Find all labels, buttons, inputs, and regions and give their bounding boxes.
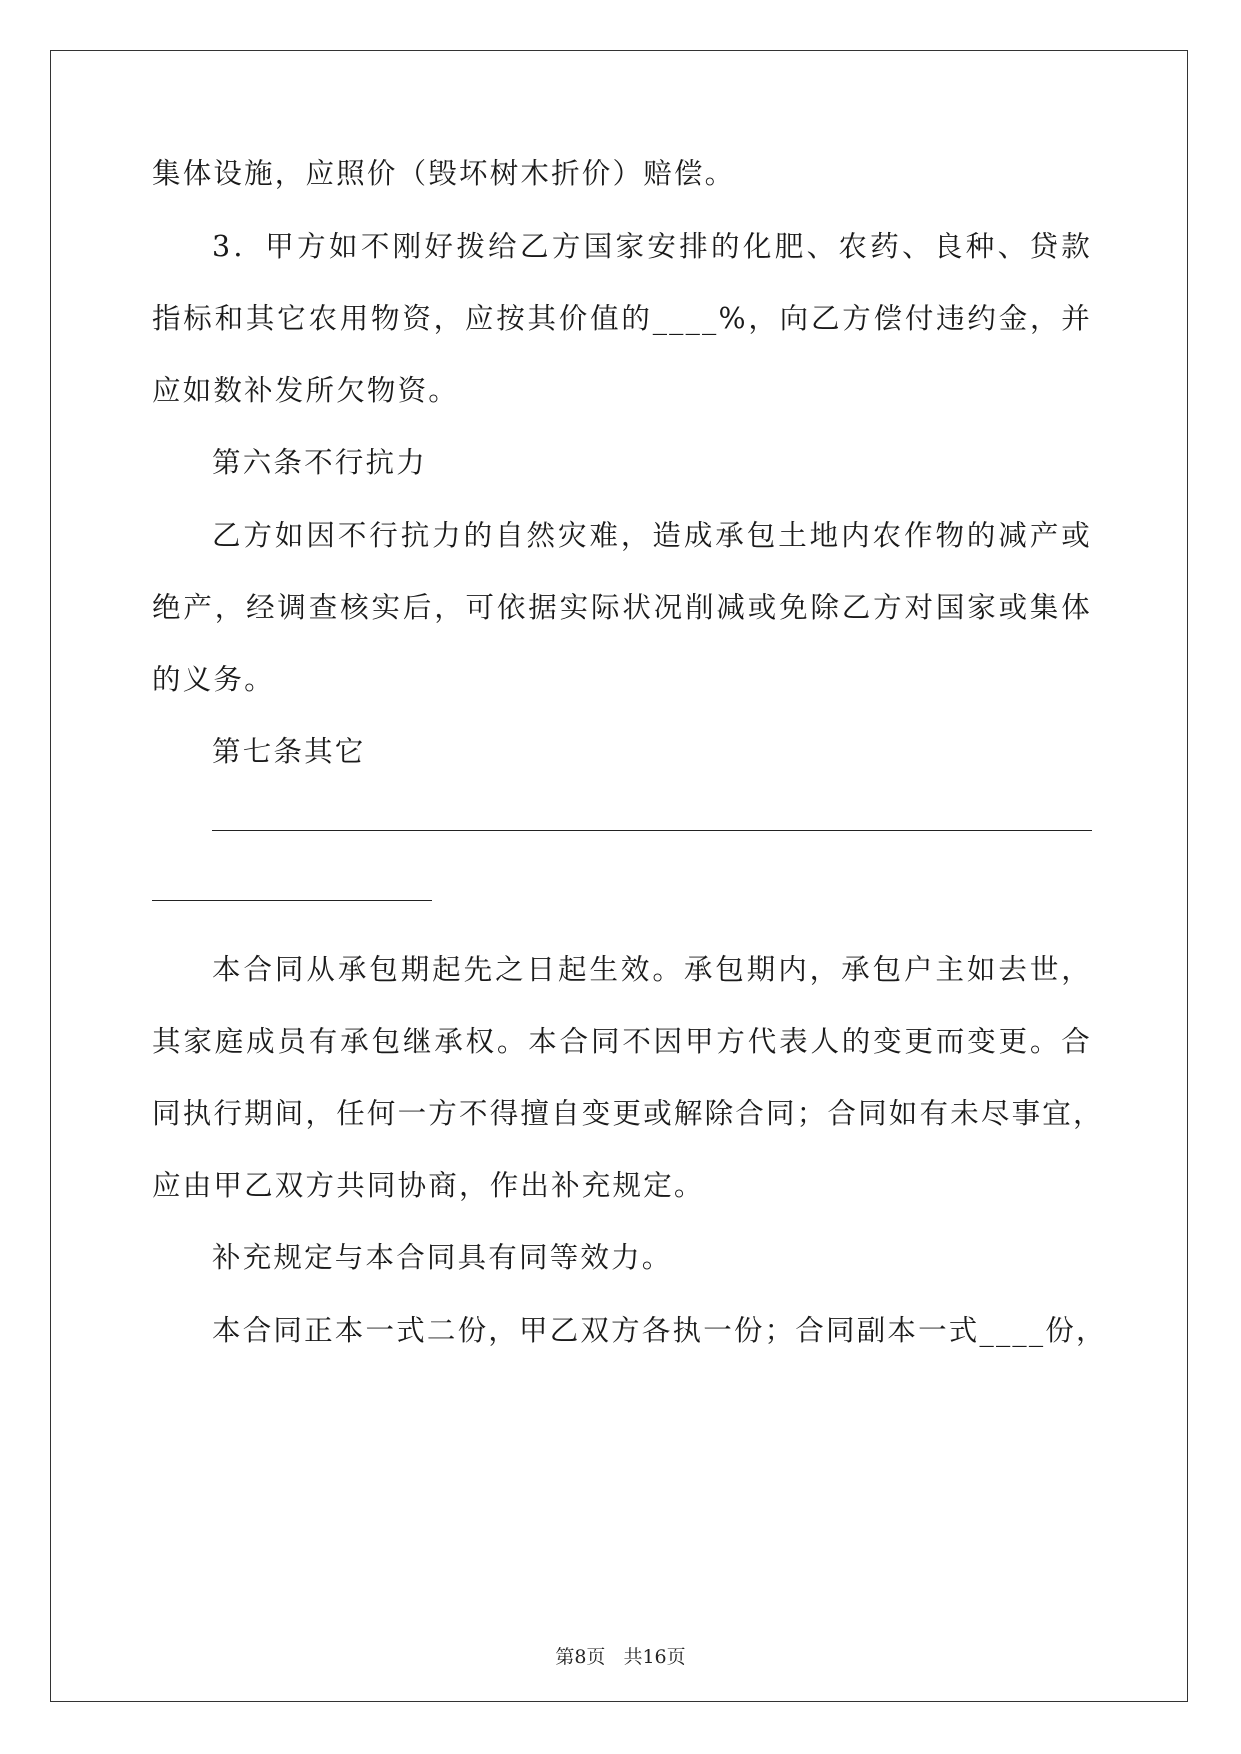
- section-heading: 第七条其它: [212, 735, 366, 768]
- paragraph-line: 3．甲方如不刚好拨给乙方国家安排的化肥、农药、良种、贷款: [212, 230, 1092, 263]
- section-heading: 第六条不行抗力: [212, 446, 427, 479]
- paragraph-line: 乙方如因不行抗力的自然灾难，造成承包土地内农作物的减产或: [212, 519, 1092, 552]
- paragraph-line: 的义务。: [152, 663, 275, 696]
- paragraph-line: 绝产，经调查核实后，可依据实际状况削减或免除乙方对国家或集体: [152, 591, 1092, 624]
- paragraph-line: 应由甲乙双方共同协商，作出补充规定。: [152, 1169, 705, 1202]
- paragraph-line: 指标和其它农用物资，应按其价值的____%，向乙方偿付违约金，并: [152, 302, 1092, 335]
- paragraph-line: 其家庭成员有承包继承权。本合同不因甲方代表人的变更而变更。合: [152, 1025, 1092, 1058]
- current-page-label: 第8页: [555, 1646, 606, 1668]
- paragraph-line: 同执行期间，任何一方不得擅自变更或解除合同；合同如有未尽事宜，: [152, 1097, 1104, 1130]
- paragraph-line: 应如数补发所欠物资。: [152, 374, 460, 407]
- fill-in-blank-line: [152, 900, 432, 901]
- total-pages-label: 共16页: [623, 1646, 686, 1668]
- fill-in-blank-line: [212, 830, 1092, 831]
- paragraph-line: 补充规定与本合同具有同等效力。: [212, 1241, 673, 1274]
- page-number-footer: [0, 1645, 1241, 1669]
- paragraph-line: 本合同从承包期起先之日起生效。承包期内，承包户主如去世，: [212, 953, 1092, 986]
- page-border: [50, 50, 1188, 1702]
- paragraph-line: 本合同正本一式二份，甲乙双方各执一份；合同副本一式____份，: [212, 1314, 1107, 1347]
- paragraph-line: 集体设施，应照价（毁坏树木折价）赔偿。: [152, 157, 736, 190]
